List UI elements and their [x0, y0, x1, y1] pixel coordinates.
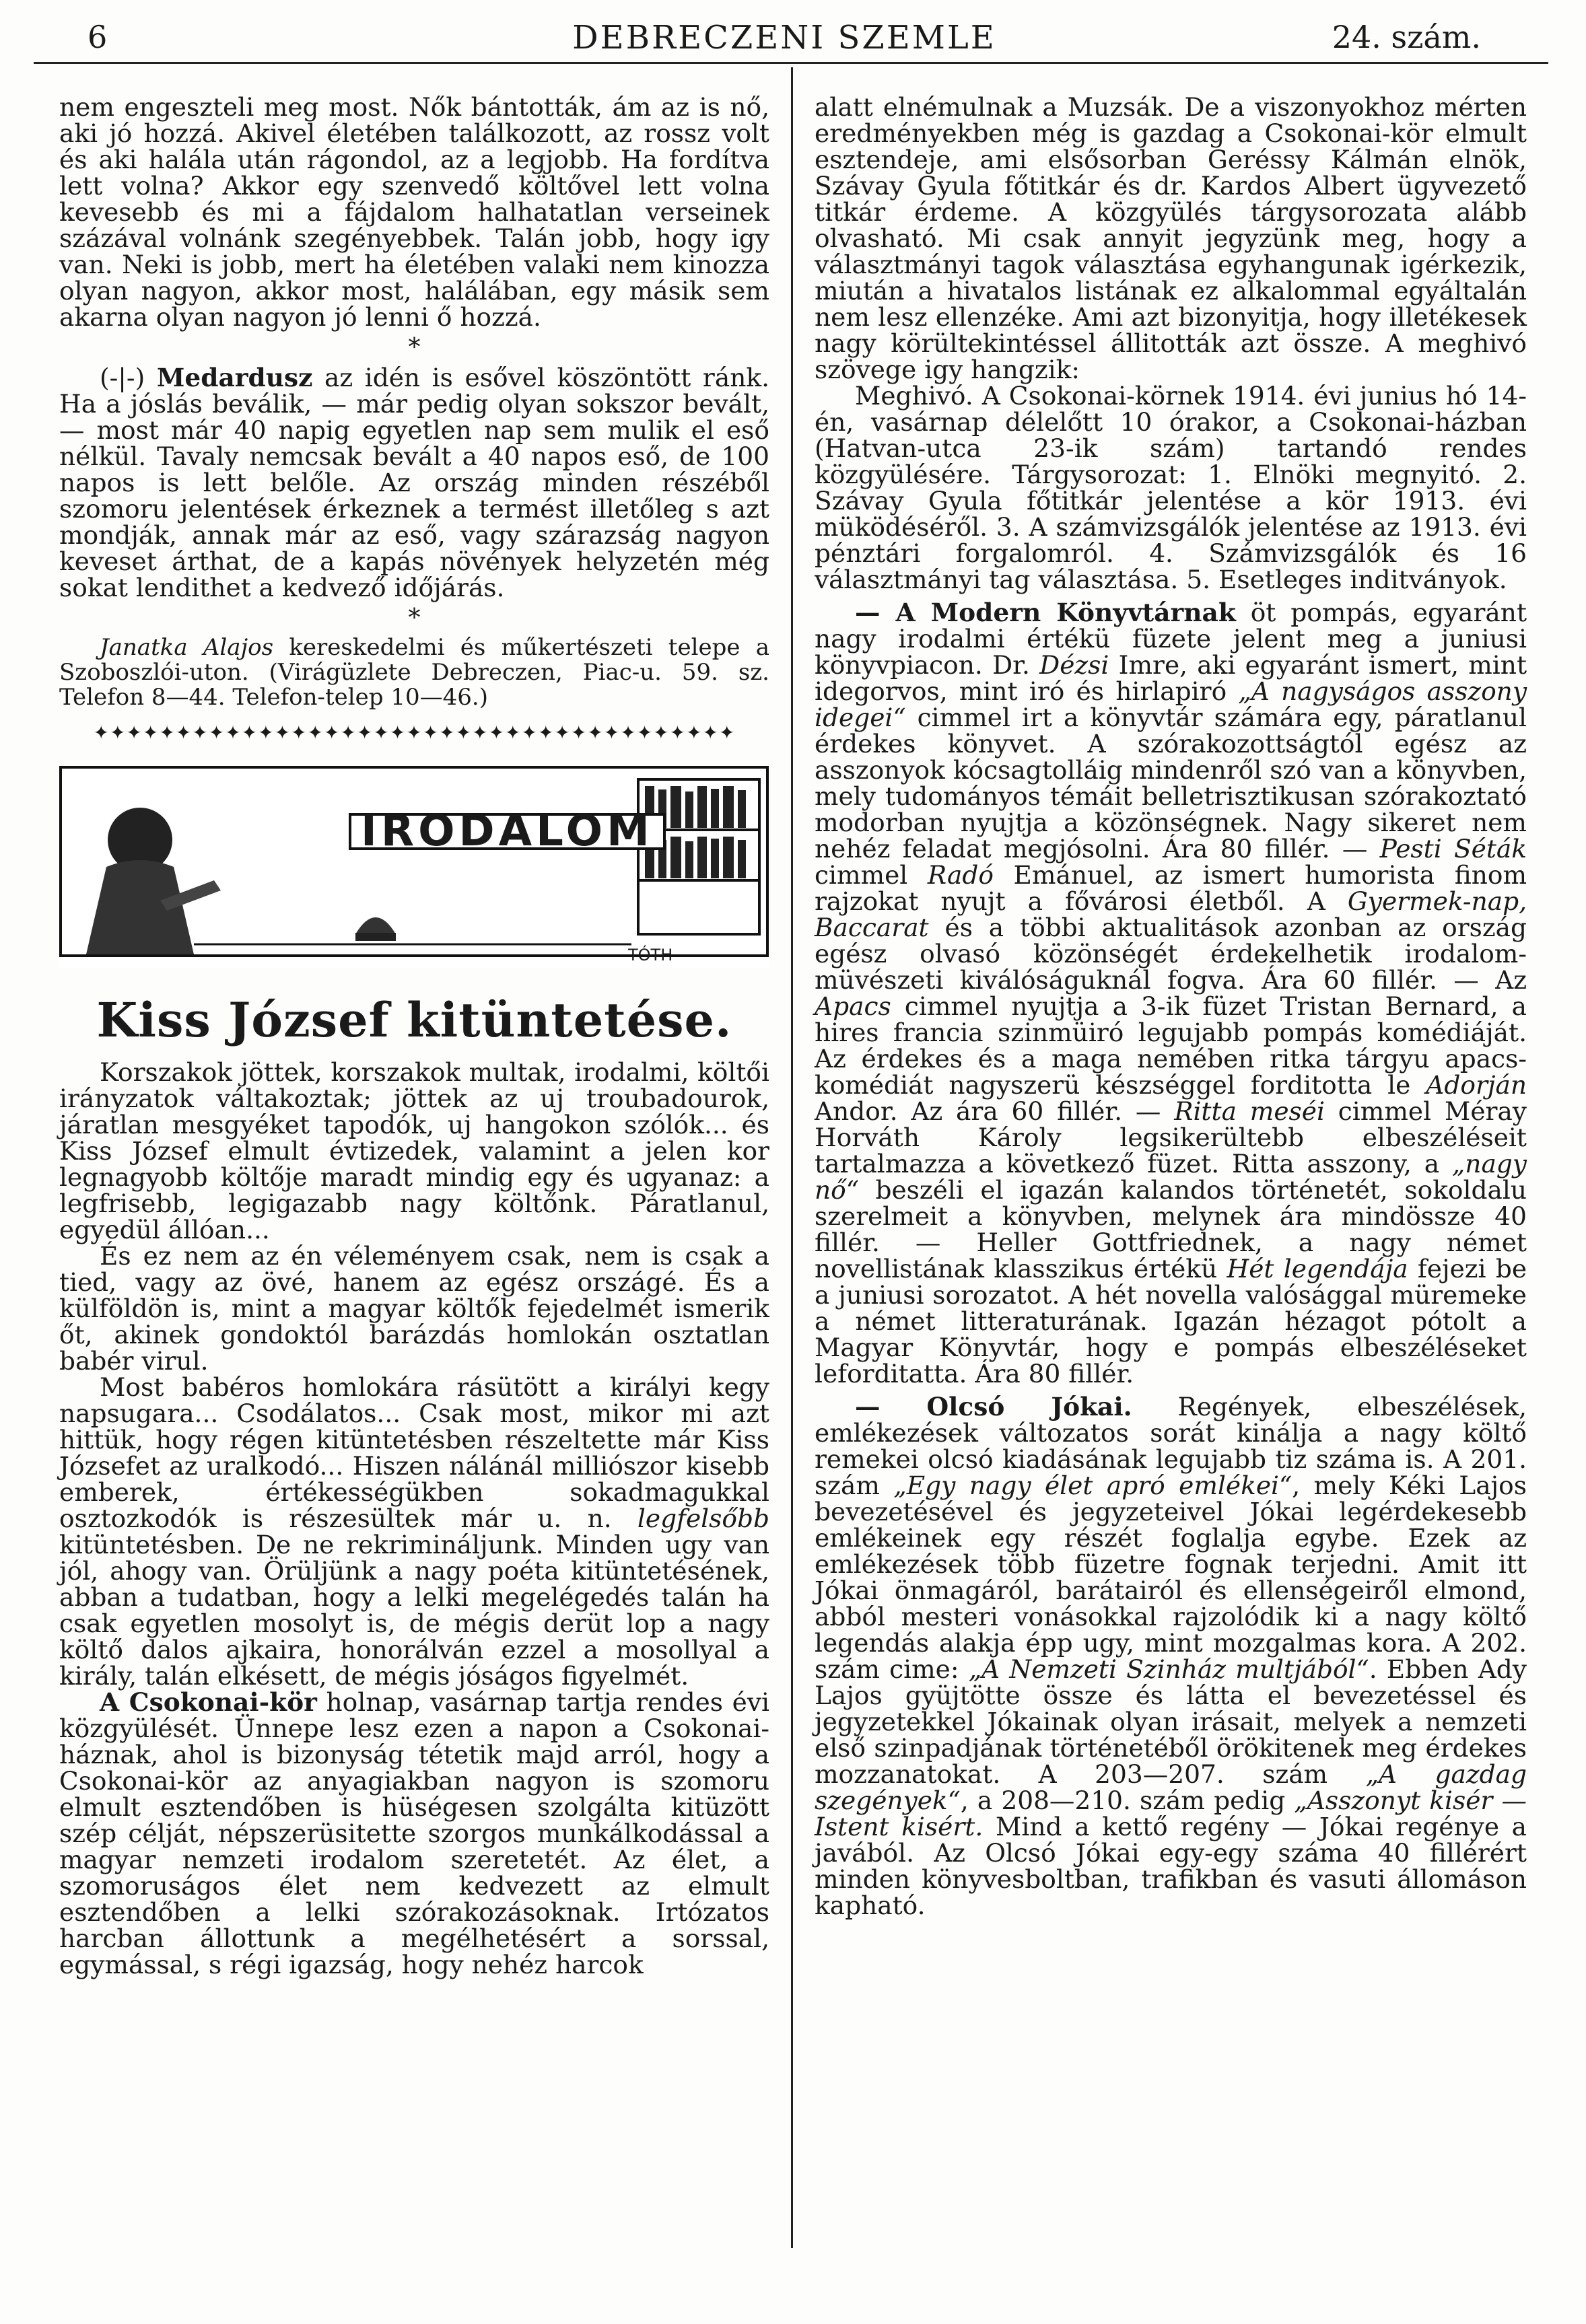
italic-title: „nagy nő“ [815, 1149, 1527, 1205]
italic-title: Hét legendája [1227, 1254, 1408, 1283]
paragraph [59, 1374, 769, 1689]
paragraph: Korszakok jöttek, korszakok multak, irodalmi, költői irányzatok váltakoztak; jöttek az uj troubadourok, járatlan mesgyéket tapodók, uj hangokon szólók... és Kiss József elmult évtizedek, valamint a jelen kor legnagyobb költője maradt mindig egy és ugyanaz: a legfrisebb, legigazabb nagy költőnk. Páratlanul, egyedül állóan... [59, 1057, 769, 1244]
advertisement [59, 635, 769, 710]
medardusz-paragraph [59, 365, 769, 601]
italic-name: Dézsi [1039, 650, 1109, 680]
italic-term: legfelsőbb [637, 1504, 769, 1533]
italic-title: „A gazdag szegények“ [815, 1759, 1527, 1815]
paragraph-text: cimmel [815, 860, 908, 890]
right-column [815, 94, 1527, 1919]
paragraph-text: fejezi be a juniusi sorozatot. A hét novella valósággal müremeke a német litteraturának. Igazán hézagot pótolt a Magyar Könyvtár, hogy e pompás elbeszéléseket leforditatta. Ára 80 fillér. [815, 1254, 1527, 1388]
csokonai-paragraph [59, 1689, 769, 1978]
journal-title: DEBRECZENI SZEMLE [572, 19, 996, 57]
paragraph-text: . Ebben Ady Lajos gyüjtötte össze és látta el bevezetéssel és jegyzetekkel Jókainak olyan irásait, melyek a nemzeti első szinpadjának történetéből örökitenek meg érdekes mozzanatokat. A 203—207. szám [815, 1654, 1527, 1789]
paragraph-text: Most babéros homlokára rásütött a királyi kegy napsugara... Csodálatos... Csak most, mikor mi azt hittük, hogy régen kitüntetésben részeltette már Kiss Józsefet az uralkodó... Hiszen nálánál milliószor kisebb emberek, értékességükben sokadmagukkal osztozkodók is részesültek már u. n. [59, 1372, 769, 1533]
italic-title: „A nagyságos asszony idegei“ [815, 676, 1527, 732]
ad-name: Janatka Alajos [100, 634, 274, 661]
paragraph-text: Regények, elbeszélések, emlékezések változatos sorát kinálja a nagy költő remekei olcsó kiadásának legujabb tiz száma is. A 201. szám [815, 1392, 1527, 1500]
artist-signature: TÓTH [628, 946, 673, 964]
issue-number: 24. szám. [1332, 19, 1481, 55]
paragraph-text: és a többi aktualitások azonban az ország egész olvasó közönségét érdekelhetik irodalom-müvészeti kiválóságuknál fogva. Ára 60 fillér. — Az [815, 913, 1527, 995]
header-rule [34, 62, 1548, 64]
column-divider [791, 67, 793, 2248]
paragraph-text: Emánuel, az ismert humorista finom rajzokat nyujt a fővárosi életből. A [815, 860, 1527, 916]
italic-title: Pesti Séták [1379, 834, 1527, 864]
ornament-row: ✦✦✦✦✦✦✦✦✦✦✦✦✦✦✦✦✦✦✦✦✦✦✦✦✦✦✦✦✦✦✦✦✦✦✦✦✦✦✦ [93, 721, 736, 744]
italic-name: Radó [927, 860, 994, 890]
medardusz-heading: Medardusz [156, 363, 313, 392]
paragraph: nem engeszteli meg most. Nők bántották, ám az is nő, aki jó hozzá. Akivel életében találkozott, az rossz volt és aki halála után rágondol, az a legjobb. Ha fordítva lett volna? Akkor egy szenvedő költővel lett volna kevesebb és mi a fájdalom halhatatlan verseinek százával volnánk szegényebbek. Talán jobb, hogy igy van. Neki is jobb, mert ha életében valaki nem kinozza olyan nagyon, akkor most, halálában, egy másik sem akarna olyan nagyon jó lenni ő hozzá. [59, 92, 769, 332]
paragraph-text: kitüntetésben. De ne rekrimináljunk. Minden ugy van jól, ahogy van. Örüljünk a nagy poéta kitüntetésének, abban a tudatban, hogy a lelki megelégedés talán ha csak egyetlen mosolyt is, de mégis derüt lop a nagy költő dalos ajkaira, honorálván ezzel a mosollyal a király, talán elkésett, de mégis jóságos figyelmét. [59, 1530, 769, 1691]
italic-title: „A Nemzeti Szinház multjából“ [968, 1654, 1369, 1684]
ad-text: kereskedelmi és műkertészeti telepe a Szoboszlói-uton. (Virágüzlete Debreczen, Piac-u. 59. sz. Telefon 8—44. Telefon-telep 10—46.) [59, 634, 769, 711]
separator-star: * [408, 334, 421, 361]
page-header [88, 13, 1481, 61]
paragraph-text: , a 208—210. szám pedig [960, 1786, 1286, 1815]
paragraph-text: cimmel irt a könyvtár számára egy, páratlanul érdekes könyvet. A szórakozottságtól egész az asszonyok kócsagtolláig mindenről szó van a könyvben, mely tudományos témáit belletrisztikusan szórakoztató modorban nyujtja a közönségnek. Nagy sikeret nem nehéz feladat megjósolni. Ára 80 fillér. — [815, 703, 1527, 864]
paragraph-text: beszéli el igazán kalandos történetét, sokoldalu szerelmeit a könyvben, melynek ára mindössze 40 fillér. — Heller Gottfriednek, a nagy német novellistának klasszikus értékü [815, 1175, 1527, 1283]
paragraph-text: cimmel nyujtja a 3-ik füzet Tristan Bernard, a hires francia szinmüiró legujabb pompás komédiáját. Az érdekes és a maga nemében ritka tárgyu apacs-komédiát nagyszerü készséggel forditotta le [815, 991, 1527, 1100]
article-title: Kiss József kitüntetése. [96, 992, 732, 1048]
left-column [59, 94, 769, 1978]
olcso-jokai-paragraph [815, 1394, 1527, 1919]
page-number: 6 [88, 19, 108, 55]
banner-label: IRODALOM [349, 813, 666, 850]
paragraph-text: holnap, vasárnap tartja rendes évi közgyülését. Ünnepe lesz ezen a napon a Csokonai-háznak, ahol is bizonyság tétetik majd arról, hogy a Csokonai-kör az anyagiakban nagyon is szomoru elmult esztendőben is hüségesen szolgálta kitüzött szép célját, népszerüsitette szorgos munkálkodással a magyar nemzeti irodalom szeretetét. Az élet, a szomoruságos élet nem kedvezett az elmult esztendőben a lelki szórakozásoknak. Irtózatos harcban állottunk a megélhetésért a sorssal, egymással, s régi igazság, hogy nehéz harcok [59, 1687, 769, 1979]
italic-title: „Asszonyt kisér — Istent kisért. [815, 1786, 1527, 1841]
csokonai-heading: A Csokonai-kör [100, 1687, 317, 1717]
italic-name: Adorján [1426, 1070, 1527, 1100]
italic-title: Ritta meséi [1174, 1096, 1325, 1126]
bracket-mark: (-|-) [100, 363, 145, 392]
paragraph-text: Mind a kettő regény — Jókai regénye a javából. Az Olcsó Jókai egy-egy száma 40 fillérért minden könyvesboltban, trafikban és vasuti állomáson kapható. [815, 1812, 1527, 1920]
paragraph-text: Imre, aki egyaránt ismert, mint idegorvos, mint iró és hirlapiró [815, 650, 1527, 706]
italic-title: „Egy nagy élet apró emlékei“ [893, 1471, 1292, 1500]
paragraph: És ez nem az én véleményem csak, nem is csak a tied, vagy az övé, hanem az egész országé. És a külföldön is, mint a magyar költők fejedelmét ismerik őt, akinek gondoktól barázdás homlokán osztatlan babér virul. [59, 1241, 769, 1376]
invitation-paragraph: Meghivó. A Csokonai-körnek 1914. évi junius hó 14-én, vasárnap délelőtt 10 órakor, a Csokonai-házban (Hatvan-utca 23-ik szám) tartandó rendes közgyülésére. Tárgysorozat: 1. Elnöki megnyitó. 2. Szávay Gyula főtitkár jelentése a kör 1913. évi müködéséről. 3. A számvizsgálók jelentése az 1913. évi pénztári forgalomról. 4. Számvizsgálók és 16 választmányi tag választása. 5. Esetleges inditványok. [815, 381, 1527, 594]
modern-konyvtar-paragraph [815, 600, 1527, 1387]
irodalom-banner [59, 766, 769, 968]
banner-illustration [59, 766, 769, 968]
separator-star: * [408, 604, 421, 632]
paragraph-text: , mely Kéki Lajos bevezetésével és jegyzeteivel Jókai legérdekesebb emlékeinek egy részét foglalja egybe. Ezek az emlékezések több füzetre fognak terjedni. Amit itt Jókai önmagáról, barátairól és ellenségeiről elmond, abból mesteri vonásokkal rajzolódik ki a nagy költő legendás alakja épp ugy, mint mozgalmas kora. A 202. szám cime: [815, 1471, 1527, 1684]
modern-konyvtar-heading: — A Modern Könyvtárnak [855, 598, 1236, 627]
italic-title: Apacs [815, 991, 891, 1021]
paragraph-text: öt pompás, egyaránt nagy irodalmi értékü füzete jelent meg a juniusi könyvpiacon. Dr. [815, 598, 1527, 680]
paragraph-text: Andor. Az ára 60 fillér. — [815, 1096, 1161, 1126]
paragraph-text: az idén is esővel köszöntött ránk. Ha a jóslás beválik, — már pedig olyan sokszor bevált, — most már 40 napig egyetlen nap sem mulik el eső nélkül. Tavaly nemcsak bevált a 40 napos eső, de 100 napos is lett belőle. Az ország minden részéből szomoru jelentések érkeznek a termést illetőleg s azt mondják, annak már az eső, vagy szárazság nagyon keveset árthat, de a kapás növények helyzetén még sokat lendithet a kedvező időjárás. [59, 363, 770, 602]
italic-title: Gyermek-nap, Baccarat [815, 886, 1527, 942]
paragraph: alatt elnémulnak a Muzsák. De a viszonyokhoz mérten eredményekben még is gazdag a Csokonai-kör elmult esztendeje, ami elsősorban Geréssy Kálmán elnök, Szávay Gyula főtitkár és dr. Kardos Albert ügyvezető titkár érdeme. A közgyülés tárgysorozata alább olvasható. Mi csak annyit jegyzünk meg, hogy a választmányi tagok választása egyhangunak igérkezik, miután a hivatalos listának ez alkalommal egyáltalán nem lesz ellenzéke. Ami azt bizonyitja, hogy illetékesek nagy körültekintéssel állitották azt össze. A meghivó szövege igy hangzik: [815, 92, 1527, 384]
olcso-jokai-heading: — Olcsó Jókai. [855, 1392, 1132, 1421]
paragraph-text: cimmel Méray Horváth Károly legsikerültebb elbeszéléseit tartalmazza a következő füzet. Ritta asszony, a [815, 1096, 1527, 1178]
